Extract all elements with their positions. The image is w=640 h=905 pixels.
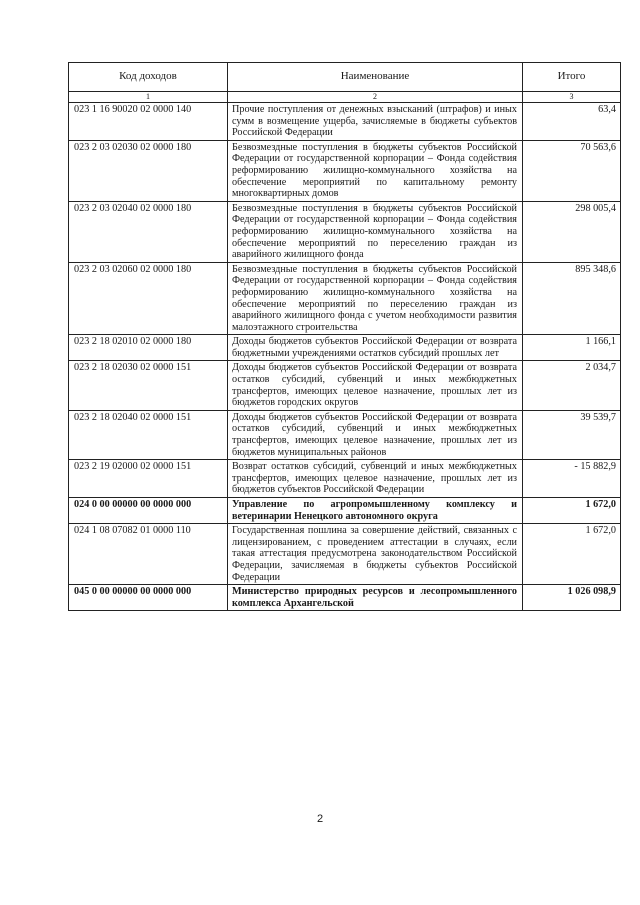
cell-code: 023 2 18 02040 02 0000 151 <box>69 410 228 459</box>
table-body <box>69 103 621 611</box>
table-row <box>69 103 621 141</box>
cell-name: Государственная пошлина за совершение действий, связанных с лицензированием, с проведением аттестации в случаях, если такая аттестация предусмотрена законодательством Российской Федерации, зачисляемая в бюджеты субъектов Российской Федерации <box>228 524 523 585</box>
cell-total: 895 348,6 <box>523 262 621 335</box>
column-number-code: 1 <box>69 92 228 103</box>
revenue-table <box>68 62 621 611</box>
column-number-name: 2 <box>228 92 523 103</box>
cell-code: 023 2 18 02010 02 0000 180 <box>69 335 228 361</box>
cell-total: 1 672,0 <box>523 524 621 585</box>
column-numbers-row <box>69 92 621 103</box>
cell-code: 023 2 03 02030 02 0000 180 <box>69 140 228 201</box>
table-row <box>69 498 621 524</box>
cell-name: Доходы бюджетов субъектов Российской Федерации от возврата остатков субсидий, субвенций и иных межбюджетных трансфертов, имеющих целевое назначение, прошлых лет из бюджетов городских округов <box>228 361 523 410</box>
cell-name: Возврат остатков субсидий, субвенций и иных межбюджетных трансфертов, имеющих целевое назначение, прошлых лет из бюджетов субъектов Российской Федерации <box>228 460 523 498</box>
cell-code: 023 2 03 02040 02 0000 180 <box>69 201 228 262</box>
header-code: Код доходов <box>69 63 228 92</box>
cell-code: 023 2 18 02030 02 0000 151 <box>69 361 228 410</box>
table-header-row <box>69 63 621 92</box>
cell-total: 1 166,1 <box>523 335 621 361</box>
cell-total: 298 005,4 <box>523 201 621 262</box>
cell-total: - 15 882,9 <box>523 460 621 498</box>
table-row <box>69 524 621 585</box>
cell-name: Доходы бюджетов субъектов Российской Федерации от возврата остатков субсидий, субвенций и иных межбюджетных трансфертов, имеющих целевое назначение, прошлых лет из бюджетов муниципальных районов <box>228 410 523 459</box>
cell-name: Прочие поступления от денежных взысканий (штрафов) и иных сумм в возмещение ущерба, зачисляемые в бюджеты субъектов Российской Федерации <box>228 103 523 141</box>
header-total: Итого <box>523 63 621 92</box>
table-row <box>69 262 621 335</box>
cell-code: 023 1 16 90020 02 0000 140 <box>69 103 228 141</box>
cell-code: 024 0 00 00000 00 0000 000 <box>69 498 228 524</box>
cell-code: 045 0 00 00000 00 0000 000 <box>69 585 228 611</box>
cell-code: 023 2 19 02000 02 0000 151 <box>69 460 228 498</box>
cell-name: Безвозмездные поступления в бюджеты субъектов Российской Федерации от государственной корпорации – Фонда содействия реформированию жилищно-коммунального хозяйства на обеспечение мероприятий по переселению граждан из аварийного жилищного фонда с учетом необходимости развития малоэтажного строительства <box>228 262 523 335</box>
cell-name: Безвозмездные поступления в бюджеты субъектов Российской Федерации от государственной корпорации – Фонда содействия реформированию жилищно-коммунального хозяйства на обеспечение мероприятий по переселению граждан из аварийного жилищного фонда <box>228 201 523 262</box>
table-row <box>69 460 621 498</box>
table-row <box>69 201 621 262</box>
cell-code: 024 1 08 07082 01 0000 110 <box>69 524 228 585</box>
cell-name: Доходы бюджетов субъектов Российской Федерации от возврата бюджетными учреждениями остатков субсидий прошлых лет <box>228 335 523 361</box>
cell-name: Министерство природных ресурсов и лесопромышленного комплекса Архангельской <box>228 585 523 611</box>
cell-total: 39 539,7 <box>523 410 621 459</box>
cell-total: 63,4 <box>523 103 621 141</box>
cell-name: Безвозмездные поступления в бюджеты субъектов Российской Федерации от государственной корпорации – Фонда содействия реформированию жилищно-коммунального хозяйства на обеспечение мероприятий по капитальному ремонту многоквартирных домов <box>228 140 523 201</box>
cell-total: 1 672,0 <box>523 498 621 524</box>
cell-total: 1 026 098,9 <box>523 585 621 611</box>
table-row <box>69 335 621 361</box>
table-row <box>69 140 621 201</box>
table-row <box>69 585 621 611</box>
table-row <box>69 361 621 410</box>
page-number: 2 <box>316 813 324 825</box>
column-number-total: 3 <box>523 92 621 103</box>
cell-name: Управление по агропромышленному комплексу и ветеринарии Ненецкого автономного округа <box>228 498 523 524</box>
cell-total: 2 034,7 <box>523 361 621 410</box>
header-name: Наименование <box>228 63 523 92</box>
cell-code: 023 2 03 02060 02 0000 180 <box>69 262 228 335</box>
cell-total: 70 563,6 <box>523 140 621 201</box>
table-row <box>69 410 621 459</box>
